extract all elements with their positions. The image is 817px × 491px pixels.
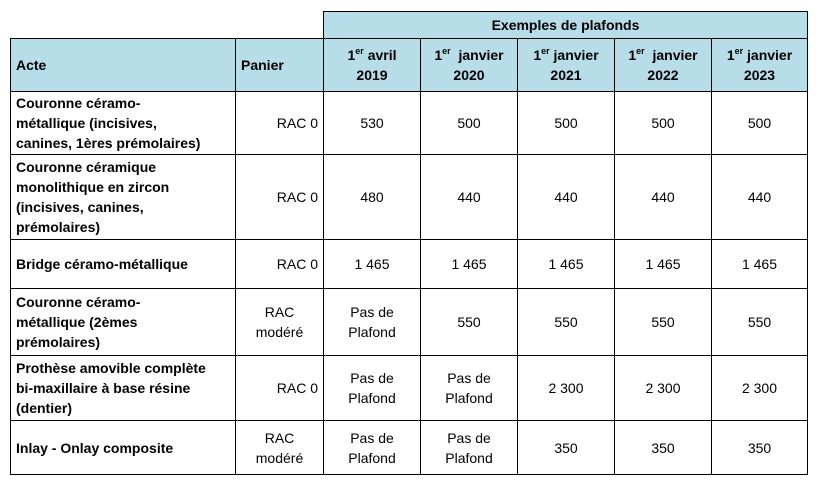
- value-cell: 550: [518, 289, 615, 356]
- panier-cell: RAC 0: [236, 92, 324, 155]
- value-cell: 1 465: [518, 240, 615, 289]
- date-column-header: 1er janvier 2023: [712, 39, 808, 92]
- date-column-header: 1er janvier 2022: [615, 39, 712, 92]
- value-cell: 1 465: [712, 240, 808, 289]
- value-cell: 550: [712, 289, 808, 356]
- table-row: [11, 240, 808, 289]
- date-column-header: 1er janvier 2021: [518, 39, 615, 92]
- value-cell: 440: [615, 155, 712, 240]
- panier-column-header: Panier: [236, 39, 324, 92]
- panier-cell: RAC 0: [236, 155, 324, 240]
- group-header: Exemples de plafonds: [324, 12, 808, 39]
- acte-column-header: Acte: [11, 39, 236, 92]
- value-cell: 440: [712, 155, 808, 240]
- acte-cell: Bridge céramo-métallique: [11, 240, 236, 289]
- header-blank-cell: [11, 12, 324, 39]
- value-cell: Pas de Plafond: [324, 289, 421, 356]
- date-column-header: 1er avril 2019: [324, 39, 421, 92]
- acte-cell: Couronne céramo- métallique (incisives, canines, 1ères prémolaires): [11, 92, 236, 155]
- value-cell: 480: [324, 155, 421, 240]
- acte-cell: Couronne céramique monolithique en zircon (incisives, canines, prémolaires): [11, 155, 236, 240]
- table-row: [11, 289, 808, 356]
- plafonds-table: [10, 11, 808, 475]
- panier-cell: RAC modéré: [236, 421, 324, 475]
- value-cell: 440: [421, 155, 518, 240]
- acte-cell: Couronne céramo- métallique (2èmes prémolaires): [11, 289, 236, 356]
- value-cell: 530: [324, 92, 421, 155]
- value-cell: 440: [518, 155, 615, 240]
- panier-cell: RAC modéré: [236, 289, 324, 356]
- value-cell: 500: [421, 92, 518, 155]
- value-cell: 350: [615, 421, 712, 475]
- table-row: [11, 356, 808, 421]
- acte-cell: Inlay - Onlay composite: [11, 421, 236, 475]
- panier-cell: RAC 0: [236, 356, 324, 421]
- value-cell: 2 300: [518, 356, 615, 421]
- value-cell: 1 465: [324, 240, 421, 289]
- value-cell: 350: [518, 421, 615, 475]
- value-cell: Pas de Plafond: [324, 356, 421, 421]
- value-cell: Pas de Plafond: [324, 421, 421, 475]
- value-cell: 550: [421, 289, 518, 356]
- table-row: [11, 155, 808, 240]
- value-cell: 1 465: [615, 240, 712, 289]
- value-cell: 550: [615, 289, 712, 356]
- value-cell: 500: [615, 92, 712, 155]
- value-cell: 1 465: [421, 240, 518, 289]
- value-cell: 500: [712, 92, 808, 155]
- date-column-header: 1er janvier 2020: [421, 39, 518, 92]
- value-cell: 2 300: [712, 356, 808, 421]
- panier-cell: RAC 0: [236, 240, 324, 289]
- value-cell: 2 300: [615, 356, 712, 421]
- table-row: [11, 421, 808, 475]
- value-cell: Pas de Plafond: [421, 421, 518, 475]
- value-cell: Pas de Plafond: [421, 356, 518, 421]
- acte-cell: Prothèse amovible complète bi-maxillaire à base résine (dentier): [11, 356, 236, 421]
- table-row: [11, 92, 808, 155]
- value-cell: 500: [518, 92, 615, 155]
- value-cell: 350: [712, 421, 808, 475]
